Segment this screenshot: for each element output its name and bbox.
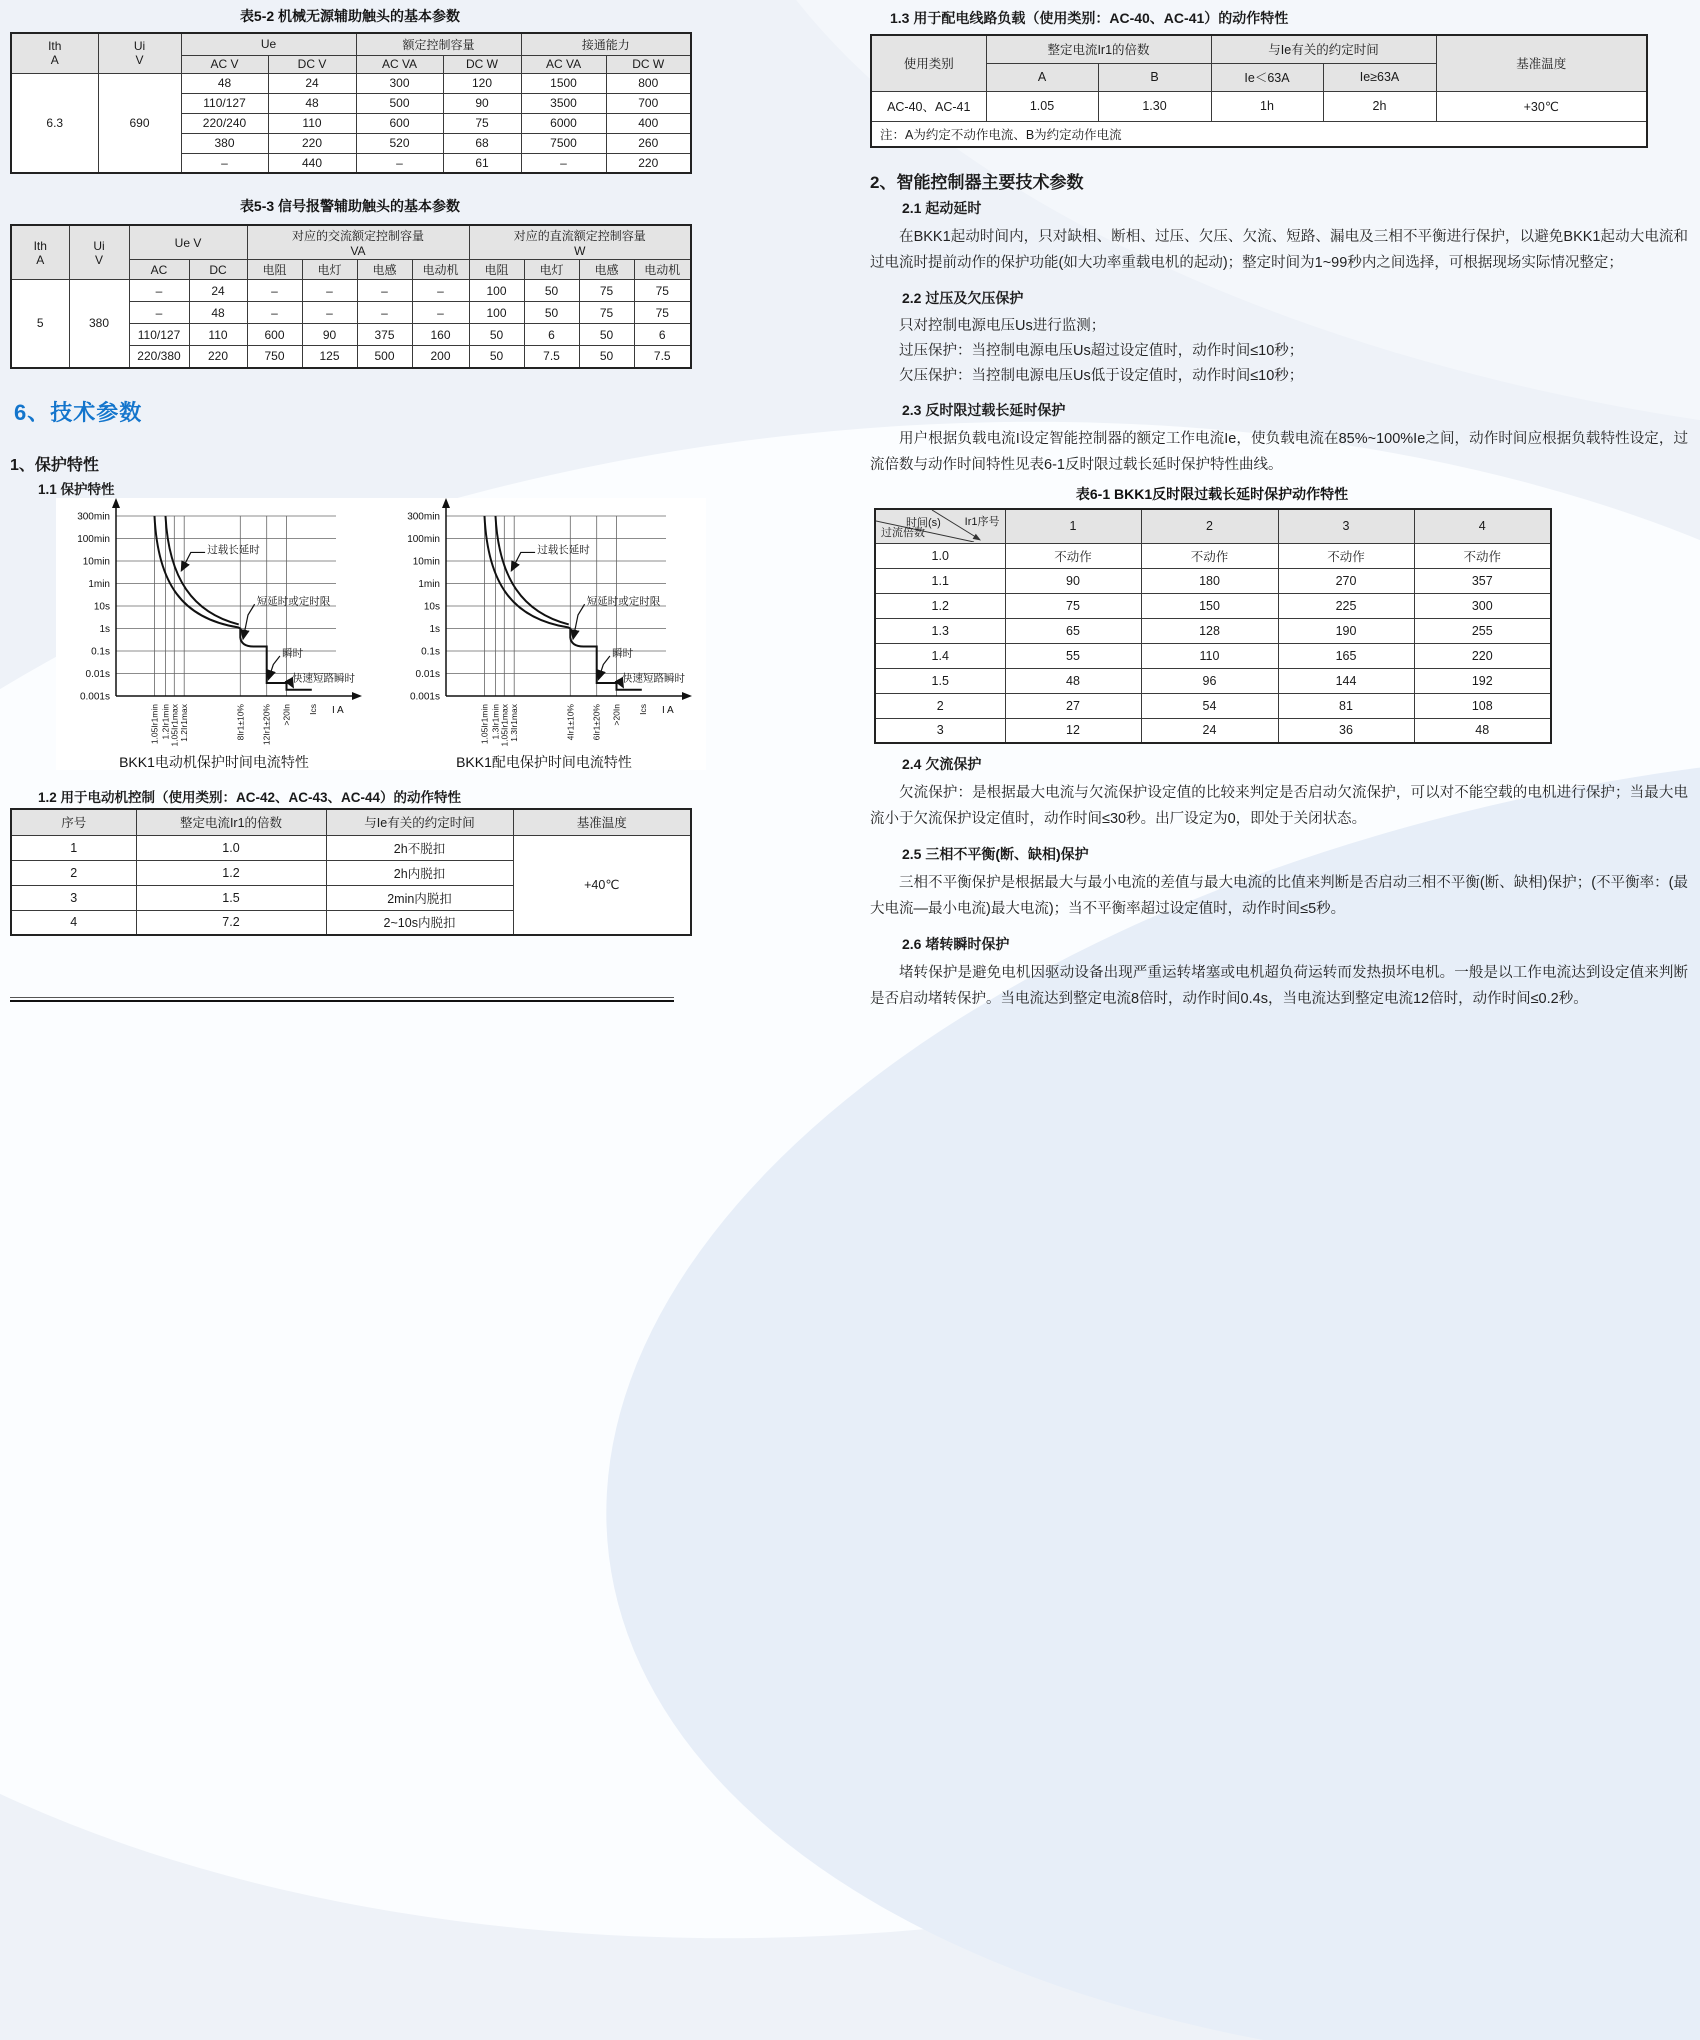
table-cell: 165: [1278, 643, 1414, 668]
table-cell: 190: [1278, 618, 1414, 643]
section-2-2-heading: 2.2 过压及欠压保护: [902, 290, 1024, 306]
col-group-making: 接通能力: [521, 33, 691, 55]
y-tick-label: 1s: [429, 624, 440, 635]
table-cell: 600: [356, 113, 443, 133]
curve-annotation: 短延时或定时限: [256, 595, 331, 608]
header-line: Ith: [33, 238, 47, 253]
x-tick-label: 1.05Ir1max: [169, 704, 180, 747]
section-2-heading: 2、智能控制器主要技术参数: [870, 173, 1084, 192]
table-cell: 3500: [521, 93, 606, 113]
table-cell: –: [247, 302, 302, 324]
table-cell: 128: [1141, 618, 1278, 643]
col-subheader: 电灯: [524, 260, 579, 280]
col-header: 基准温度: [513, 809, 691, 835]
section-1-heading: 1、保护特性: [10, 457, 99, 474]
table-cell: –: [302, 302, 357, 324]
section-2-4-heading: 2.4 欠流保护: [902, 756, 982, 772]
table-cell: 6: [524, 324, 579, 346]
x-tick-label: 1.3Ir1max: [509, 704, 520, 742]
col-header: 2: [1141, 509, 1278, 543]
table-cell: 1.0: [875, 543, 1005, 568]
table-5-2-title: 表5-2 机械无源辅助触头的基本参数: [239, 8, 461, 24]
header-line: Ui: [93, 238, 105, 253]
col-subheader: DC W: [606, 55, 691, 73]
header-line: V: [135, 53, 144, 68]
table-row: [871, 91, 1647, 121]
table-cell: 50: [469, 324, 524, 346]
table-1-3: [870, 34, 1648, 148]
y-tick-label: 0.001s: [79, 691, 110, 703]
table-cell: 100: [469, 280, 524, 302]
col-subheader: 电感: [579, 260, 634, 280]
table-5-3-title: 表5-3 信号报警辅助触头的基本参数: [239, 198, 461, 214]
col-header-temp: 基准温度: [1436, 35, 1647, 91]
table-cell: 220: [606, 153, 691, 173]
axis-unit-label: I A: [332, 705, 344, 716]
x-tick-label: 1.05Ir1min: [479, 704, 490, 745]
table-cell: –: [129, 302, 189, 324]
table-cell: –: [357, 302, 412, 324]
section-1-1-heading: 1.1 保护特性: [38, 482, 115, 497]
table-row: [875, 668, 1551, 693]
chart-caption: BKK1电动机保护时间电流特性: [119, 754, 309, 770]
col-subheader: AC VA: [356, 55, 443, 73]
y-tick-label: 10s: [93, 601, 110, 613]
col-subheader: 电阻: [247, 260, 302, 280]
table-row: [11, 33, 691, 55]
table-cell: 380: [181, 133, 268, 153]
section-1-2-heading: 1.2 用于电动机控制（使用类别：AC-42、AC-43、AC-44）的动作特性: [38, 790, 462, 805]
x-tick-label: Ics: [307, 704, 318, 715]
table-cell: 75: [443, 113, 521, 133]
table-cell: –: [521, 153, 606, 173]
table-cell: 6.3: [11, 73, 98, 173]
col-header-ith: [11, 33, 98, 73]
section-1-3-heading: 1.3 用于配电线路负载（使用类别：AC-40、AC-41）的动作特性: [890, 10, 1289, 26]
table-cell: 100: [469, 302, 524, 324]
table-cell: –: [356, 153, 443, 173]
table-cell: 50: [524, 302, 579, 324]
table-cell: 7.5: [524, 346, 579, 368]
x-tick-label: 1.05Ir1min: [149, 704, 160, 745]
table-cell: 220: [268, 133, 356, 153]
y-tick-label: 10s: [423, 601, 440, 613]
table-6-1: [874, 508, 1552, 744]
col-subheader: DC: [189, 260, 247, 280]
y-tick-label: 10min: [82, 556, 110, 568]
table-row: [11, 73, 691, 93]
col-group-time: 与Ie有关的约定时间: [1211, 35, 1436, 63]
table-cell: 108: [1414, 693, 1551, 718]
table-1-2: [10, 808, 692, 936]
table-cell: 75: [1005, 593, 1141, 618]
y-tick-label: 0.1s: [421, 646, 440, 658]
table-cell: 125: [302, 346, 357, 368]
distribution-protection-chart: [394, 498, 694, 772]
diagonal-corner-cell: [875, 509, 1005, 543]
table-cell: 2: [875, 693, 1005, 718]
table-cell: 36: [1278, 718, 1414, 743]
curve-annotation: 快速短路瞬时: [622, 672, 685, 685]
section-2-5-heading: 2.5 三相不平衡(断、缺相)保护: [902, 846, 1089, 862]
corner-label-multiple: 过流倍数: [881, 526, 925, 539]
table-cell: –: [412, 280, 469, 302]
table-cell: 1h: [1211, 91, 1323, 121]
table-cell: 120: [443, 73, 521, 93]
y-tick-label: 100min: [77, 534, 110, 545]
col-header: 4: [1414, 509, 1551, 543]
y-tick-label: 100min: [407, 534, 440, 545]
table-cell: 440: [268, 153, 356, 173]
table-cell: 48: [189, 302, 247, 324]
table-cell: 110/127: [129, 324, 189, 346]
table-cell: 75: [579, 280, 634, 302]
table-row: [11, 225, 691, 260]
col-subheader: Ie＜63A: [1211, 63, 1323, 91]
table-cell: 24: [189, 280, 247, 302]
table-cell: 500: [356, 93, 443, 113]
table-cell: 90: [1005, 568, 1141, 593]
col-subheader: 电灯: [302, 260, 357, 280]
table-cell: 7.5: [634, 346, 691, 368]
section-2-1-paragraph: 在BKK1起动时间内，只对缺相、断相、过压、欠压、欠流、短路、漏电及三相不平衡进行保护，以避免BKK1起动大电流和过电流时提前动作的保护功能(如大功率重载电机的起动)；整定时间为1~99秒内之间选择，可根据现场实际情况整定；: [870, 229, 1688, 271]
col-subheader: DC V: [268, 55, 356, 73]
table-cell: 2~10s内脱扣: [326, 910, 513, 935]
table-cell: 55: [1005, 643, 1141, 668]
table-cell: AC-40、AC-41: [871, 91, 986, 121]
x-tick-label: Ics: [637, 704, 648, 715]
table-cell: 65: [1005, 618, 1141, 643]
x-tick-label: 1.3Ir1min: [490, 704, 501, 740]
table-cell: 110/127: [181, 93, 268, 113]
table-cell: 180: [1141, 568, 1278, 593]
table-5-2: [10, 32, 692, 174]
table-row: [875, 593, 1551, 618]
table-cell: 2h: [1323, 91, 1436, 121]
table-5-3: [10, 224, 692, 369]
table-row: [11, 280, 691, 302]
x-tick-label: 12Ir1±20%: [261, 704, 272, 746]
table-cell: 357: [1414, 568, 1551, 593]
curve-annotation: 过载长延时: [207, 543, 260, 556]
table-cell: 1.2: [136, 860, 326, 885]
table-cell: 255: [1414, 618, 1551, 643]
table-cell: 375: [357, 324, 412, 346]
table-cell: 68: [443, 133, 521, 153]
col-subheader: B: [1098, 63, 1211, 91]
table-cell: 110: [268, 113, 356, 133]
table-row: [875, 509, 1551, 543]
col-subheader: DC W: [443, 55, 521, 73]
table-cell: 24: [268, 73, 356, 93]
y-tick-label: 1min: [418, 579, 440, 590]
col-header-ith: [11, 225, 69, 280]
table-cell: 27: [1005, 693, 1141, 718]
header-line: A: [36, 252, 45, 267]
y-tick-label: 300min: [77, 511, 110, 523]
x-tick-label: 1.05Ir1max: [499, 704, 510, 747]
col-subheader: AC VA: [521, 55, 606, 73]
table-cell: 160: [412, 324, 469, 346]
col-header: 1: [1005, 509, 1141, 543]
table-cell: 520: [356, 133, 443, 153]
table-cell: +40℃: [513, 835, 691, 935]
chart-caption: BKK1配电保护时间电流特性: [456, 754, 632, 770]
section-2-3-heading: 2.3 反时限过载长延时保护: [902, 402, 1066, 418]
header-line: A: [50, 53, 59, 68]
section-2-4-paragraph: 欠流保护：是根据最大电流与欠流保护设定值的比较来判定是否启动欠流保护，可以对不能空载的电机进行保护；当最大电流小于欠流保护设定值时，动作时间≤30秒。出厂设定为0，即处于关闭状态。: [870, 785, 1688, 827]
table-cell: 220: [1414, 643, 1551, 668]
col-group-ue: Ue: [181, 33, 356, 55]
table-cell: –: [129, 280, 189, 302]
x-tick-label: 1.2Ir1min: [160, 704, 171, 740]
header-line: 对应的交流额定控制容量: [292, 229, 425, 243]
table-cell: 1.5: [875, 668, 1005, 693]
table-cell: 2h不脱扣: [326, 835, 513, 860]
header-line: 对应的直流额定控制容量: [513, 229, 646, 243]
y-tick-label: 10min: [412, 556, 440, 568]
table-cell: 2h内脱扣: [326, 860, 513, 885]
table-cell: 50: [579, 324, 634, 346]
right-column: [870, 0, 1690, 1020]
table-cell: 不动作: [1005, 543, 1141, 568]
table-cell: 300: [356, 73, 443, 93]
table-cell: 150: [1141, 593, 1278, 618]
table-cell: 96: [1141, 668, 1278, 693]
table-cell: 50: [579, 346, 634, 368]
table-cell: 500: [357, 346, 412, 368]
y-tick-label: 0.01s: [415, 669, 440, 680]
col-subheader: A: [986, 63, 1098, 91]
table-cell: 不动作: [1278, 543, 1414, 568]
table-cell: 61: [443, 153, 521, 173]
table-row: [11, 835, 691, 860]
table-cell: 1.5: [136, 885, 326, 910]
table-cell: 225: [1278, 593, 1414, 618]
x-tick-label: >20In: [611, 704, 622, 726]
protection-curve-chart: [64, 498, 364, 752]
x-tick-label: 4Ir1±10%: [565, 704, 576, 741]
col-header: 3: [1278, 509, 1414, 543]
curve-annotation: 短延时或定时限: [586, 595, 661, 608]
table-cell: –: [412, 302, 469, 324]
table-cell: 1.30: [1098, 91, 1211, 121]
cutoff-table-border: [10, 997, 674, 1002]
table-cell: +30℃: [1436, 91, 1647, 121]
table-cell: 81: [1278, 693, 1414, 718]
table-cell: 3: [875, 718, 1005, 743]
table-cell: 144: [1278, 668, 1414, 693]
section-2-2-body: [870, 314, 1688, 389]
table-cell: 1500: [521, 73, 606, 93]
curve-annotation: 瞬时: [282, 647, 304, 660]
table-row: [875, 618, 1551, 643]
table-cell: 75: [579, 302, 634, 324]
table-cell: 48: [268, 93, 356, 113]
table-cell: 75: [634, 302, 691, 324]
table-cell: 700: [606, 93, 691, 113]
corner-label-ir1: Ir1序号: [964, 516, 1000, 528]
table-cell: 1: [11, 835, 136, 860]
table-cell: 不动作: [1414, 543, 1551, 568]
table-cell: 400: [606, 113, 691, 133]
col-header-ui: [69, 225, 129, 280]
table-row: [875, 718, 1551, 743]
table-cell: 2: [11, 860, 136, 885]
table-row: [871, 35, 1647, 63]
header-line: Ith: [48, 39, 62, 54]
y-tick-label: 0.001s: [409, 691, 440, 703]
table-cell: 48: [1414, 718, 1551, 743]
table-cell: 5: [11, 280, 69, 368]
table-cell: 54: [1141, 693, 1278, 718]
axis-unit-label: I A: [662, 705, 674, 716]
col-subheader: 电动机: [412, 260, 469, 280]
col-group-multiple: 整定电流Ir1的倍数: [986, 35, 1211, 63]
table-cell: 110: [1141, 643, 1278, 668]
col-group-capacity: 额定控制容量: [356, 33, 521, 55]
table-cell: 90: [443, 93, 521, 113]
table-cell: –: [357, 280, 412, 302]
table-cell: 50: [524, 280, 579, 302]
table-cell: 300: [1414, 593, 1551, 618]
table-cell: 不动作: [1141, 543, 1278, 568]
table-cell: 1.2: [875, 593, 1005, 618]
table-cell: 600: [247, 324, 302, 346]
table-cell: 192: [1414, 668, 1551, 693]
col-subheader: AC V: [181, 55, 268, 73]
col-group-ac-capacity: [247, 225, 469, 260]
col-header-usage: 使用类别: [871, 35, 986, 91]
table-cell: 2min内脱扣: [326, 885, 513, 910]
y-tick-label: 0.01s: [85, 669, 110, 680]
section-2-3-paragraph: 用户根据负载电流I设定智能控制器的额定工作电流Ie，使负载电流在85%~100%Ie之间，动作时间应根据负载特性设定，过流倍数与动作时间特性见表6-1反时限过载长延时保护特性曲线。: [870, 431, 1688, 473]
section-2-1-heading: 2.1 起动延时: [902, 200, 982, 216]
col-subheader: AC: [129, 260, 189, 280]
col-subheader: Ie≥63A: [1323, 63, 1436, 91]
col-group-dc-capacity: [469, 225, 691, 260]
table-row: [875, 568, 1551, 593]
table-cell: 220: [189, 346, 247, 368]
table-cell: 90: [302, 324, 357, 346]
table-row: [11, 809, 691, 835]
x-tick-label: >20In: [281, 704, 292, 726]
table-cell: 750: [247, 346, 302, 368]
table-cell: 7500: [521, 133, 606, 153]
section-6-heading: 6、技术参数: [14, 400, 143, 425]
header-line: Ui: [133, 39, 146, 54]
col-header-ui: [98, 33, 181, 73]
table-cell: 270: [1278, 568, 1414, 593]
table-cell: 260: [606, 133, 691, 153]
x-tick-label: 8Ir1±10%: [235, 704, 246, 741]
table-cell: 12: [1005, 718, 1141, 743]
table-cell: 3: [11, 885, 136, 910]
table-cell: 200: [412, 346, 469, 368]
table-cell: 48: [1005, 668, 1141, 693]
table-cell: 1.4: [875, 643, 1005, 668]
x-tick-label: 1.2Ir1max: [179, 704, 190, 742]
table-cell: 110: [189, 324, 247, 346]
table-cell: –: [181, 153, 268, 173]
protection-curve-chart: [394, 498, 694, 752]
table-cell: –: [247, 280, 302, 302]
table-cell: 6000: [521, 113, 606, 133]
table-row: [875, 543, 1551, 568]
table-cell: 1.0: [136, 835, 326, 860]
col-subheader: 电动机: [634, 260, 691, 280]
curve-annotation: 过载长延时: [537, 543, 590, 556]
table-cell: 800: [606, 73, 691, 93]
table-cell: –: [302, 280, 357, 302]
header-line: W: [574, 244, 586, 258]
table-cell: 1.1: [875, 568, 1005, 593]
table-cell: 75: [634, 280, 691, 302]
section-2-2-line: 过压保护：当控制电源电压Us超过设定值时，动作时间≤10秒；: [899, 343, 1304, 359]
table-row: [875, 643, 1551, 668]
y-tick-label: 1min: [88, 579, 110, 590]
left-column: [10, 0, 690, 1020]
y-tick-label: 1s: [99, 624, 110, 635]
table-cell: 50: [469, 346, 524, 368]
table-note: 注：A为约定不动作电流、B为约定动作电流: [871, 121, 1647, 147]
x-tick-label: 6Ir1±20%: [591, 704, 602, 741]
table-cell: 1.05: [986, 91, 1098, 121]
table-cell: 1.3: [875, 618, 1005, 643]
y-tick-label: 300min: [407, 511, 440, 523]
table-cell: 380: [69, 280, 129, 368]
section-2-2-line: 只对控制电源电压Us进行监测；: [899, 318, 1106, 334]
curve-annotation: 快速短路瞬时: [292, 672, 355, 685]
table-cell: 220/380: [129, 346, 189, 368]
y-tick-label: 0.1s: [91, 646, 110, 658]
table-cell: 24: [1141, 718, 1278, 743]
table-cell: 48: [181, 73, 268, 93]
section-2-6-paragraph: 堵转保护是避免电机因驱动设备出现严重运转堵塞或电机超负荷运转而发热损坏电机。一般是以工作电流达到设定值来判断是否启动堵转保护。当电流达到整定电流8倍时，动作时间0.4s，当电流达到整定电流12倍时，动作时间≤0.2秒。: [870, 965, 1688, 1007]
section-2-6-heading: 2.6 堵转瞬时保护: [902, 936, 1010, 952]
col-header: 整定电流Ir1的倍数: [136, 809, 326, 835]
table-cell: 6: [634, 324, 691, 346]
table-cell: 220/240: [181, 113, 268, 133]
table-row: [871, 121, 1647, 147]
section-2-5-paragraph: 三相不平衡保护是根据最大与最小电流的差值与最大电流的比值来判断是否启动三相不平衡(断、缺相)保护；(不平衡率：(最大电流—最小电流)最大电流)；当不平衡率超过设定值时，动作时间≤5秒。: [870, 875, 1688, 917]
header-line: VA: [350, 244, 366, 258]
col-subheader: 电阻: [469, 260, 524, 280]
col-group-ue: Ue V: [129, 225, 247, 260]
table-cell: 7.2: [136, 910, 326, 935]
header-line: V: [94, 252, 103, 267]
table-cell: 690: [98, 73, 181, 173]
col-subheader: 电感: [357, 260, 412, 280]
motor-protection-chart: [64, 498, 364, 772]
col-header: 与Ie有关的约定时间: [326, 809, 513, 835]
table-row: [875, 693, 1551, 718]
curve-annotation: 瞬时: [612, 647, 634, 660]
col-header: 序号: [11, 809, 136, 835]
table-6-1-title: 表6-1 BKK1反时限过载长延时保护动作特性: [1075, 486, 1349, 502]
table-cell: 4: [11, 910, 136, 935]
section-2-2-line: 欠压保护：当控制电源电压Us低于设定值时，动作时间≤10秒；: [899, 368, 1304, 384]
corner-label-time: 时间(s): [906, 517, 941, 529]
protection-charts-panel: [56, 498, 706, 770]
